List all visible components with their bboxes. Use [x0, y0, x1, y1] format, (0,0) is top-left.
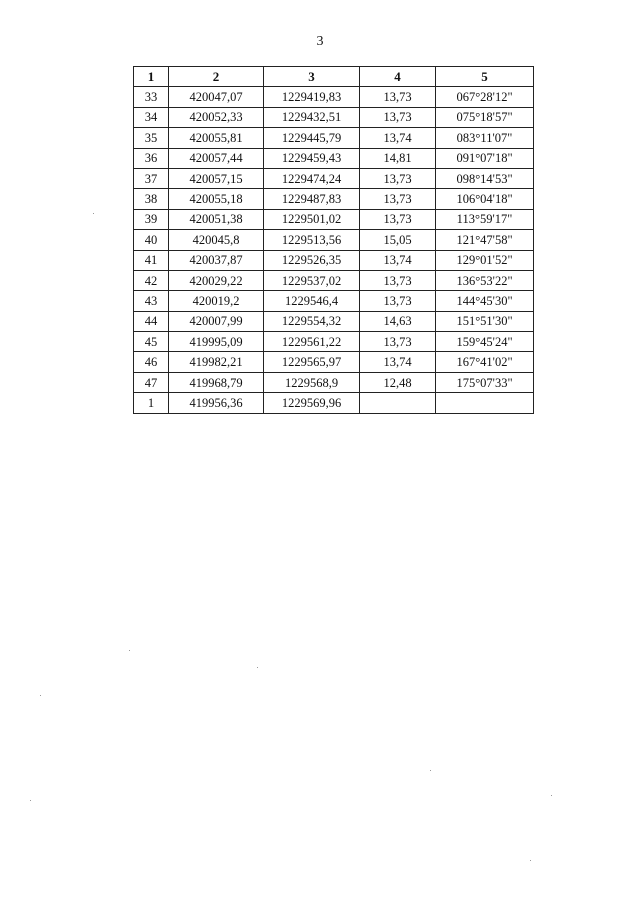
table-row	[134, 372, 534, 392]
table-cell-col-1: 1	[134, 393, 169, 413]
table-row	[134, 189, 534, 209]
table-row	[134, 332, 534, 352]
table-cell-col-1: 41	[134, 250, 169, 270]
table-cell-col-3: 1229569,96	[264, 393, 360, 413]
table-cell-col-4: 13,73	[360, 168, 436, 188]
table-cell-col-2: 420052,33	[169, 107, 264, 127]
table-cell-col-5: 136°53'22"	[436, 270, 534, 290]
table-row	[134, 209, 534, 229]
table-cell-col-1: 42	[134, 270, 169, 290]
table-row	[134, 230, 534, 250]
table-cell-col-3: 1229501,02	[264, 209, 360, 229]
table-cell-col-5: 129°01'52"	[436, 250, 534, 270]
table-cell-col-5: 075°18'57"	[436, 107, 534, 127]
table-cell-col-2: 420057,44	[169, 148, 264, 168]
table-row	[134, 128, 534, 148]
table-cell-col-5: 091°07'18"	[436, 148, 534, 168]
table-cell-col-1: 44	[134, 311, 169, 331]
table-row	[134, 250, 534, 270]
scan-speck	[530, 860, 531, 861]
page-number: 3	[316, 34, 324, 49]
table-cell-col-5	[436, 393, 534, 413]
table-cell-col-4: 13,73	[360, 291, 436, 311]
table-cell-col-1: 46	[134, 352, 169, 372]
table-cell-col-2: 420047,07	[169, 87, 264, 107]
table-cell-col-3: 1229419,83	[264, 87, 360, 107]
table-cell-col-1: 39	[134, 209, 169, 229]
table-cell-col-4: 13,73	[360, 107, 436, 127]
table-cell-col-3: 1229445,79	[264, 128, 360, 148]
column-header-4: 4	[360, 67, 436, 87]
table-cell-col-3: 1229526,35	[264, 250, 360, 270]
table-cell-col-2: 420019,2	[169, 291, 264, 311]
table-cell-col-2: 420055,18	[169, 189, 264, 209]
table-body	[134, 87, 534, 413]
table-cell-col-3: 1229513,56	[264, 230, 360, 250]
table-cell-col-2: 420055,81	[169, 128, 264, 148]
table-cell-col-4: 14,63	[360, 311, 436, 331]
table-cell-col-4: 13,74	[360, 128, 436, 148]
table-cell-col-5: 159°45'24"	[436, 332, 534, 352]
table-cell-col-1: 34	[134, 107, 169, 127]
table-row	[134, 148, 534, 168]
table-cell-col-2: 420045,8	[169, 230, 264, 250]
table-cell-col-2: 419968,79	[169, 372, 264, 392]
table-cell-col-2: 419982,21	[169, 352, 264, 372]
table-row	[134, 311, 534, 331]
table-cell-col-3: 1229546,4	[264, 291, 360, 311]
table-cell-col-4: 14,81	[360, 148, 436, 168]
table-row	[134, 352, 534, 372]
table-cell-col-2: 420051,38	[169, 209, 264, 229]
table-cell-col-4: 13,73	[360, 332, 436, 352]
table-cell-col-4: 12,48	[360, 372, 436, 392]
table-cell-col-3: 1229432,51	[264, 107, 360, 127]
table-row	[134, 393, 534, 413]
table-cell-col-1: 35	[134, 128, 169, 148]
table-cell-col-1: 43	[134, 291, 169, 311]
table-cell-col-2: 420057,15	[169, 168, 264, 188]
table-cell-col-2: 420029,22	[169, 270, 264, 290]
table-cell-col-5: 106°04'18"	[436, 189, 534, 209]
table-cell-col-5: 175°07'33"	[436, 372, 534, 392]
table-cell-col-4: 13,73	[360, 87, 436, 107]
scan-speck	[430, 770, 431, 771]
scan-speck	[93, 213, 94, 214]
table-cell-col-4: 15,05	[360, 230, 436, 250]
table-cell-col-5: 113°59'17"	[436, 209, 534, 229]
scan-speck	[30, 800, 31, 801]
table-cell-col-4: 13,73	[360, 209, 436, 229]
table-cell-col-4: 13,73	[360, 189, 436, 209]
coordinates-table	[133, 66, 534, 414]
table-cell-col-3: 1229561,22	[264, 332, 360, 352]
table-row	[134, 270, 534, 290]
table-cell-col-1: 38	[134, 189, 169, 209]
table-cell-col-5: 083°11'07"	[436, 128, 534, 148]
table-cell-col-2: 420037,87	[169, 250, 264, 270]
table-row	[134, 168, 534, 188]
table-cell-col-3: 1229554,32	[264, 311, 360, 331]
table-cell-col-5: 167°41'02"	[436, 352, 534, 372]
table-cell-col-4: 13,73	[360, 270, 436, 290]
table-cell-col-4: 13,74	[360, 352, 436, 372]
table-cell-col-1: 37	[134, 168, 169, 188]
table-header-row	[134, 67, 534, 87]
table-cell-col-5: 098°14'53"	[436, 168, 534, 188]
table-cell-col-1: 40	[134, 230, 169, 250]
table-cell-col-2: 419956,36	[169, 393, 264, 413]
table-cell-col-1: 36	[134, 148, 169, 168]
table-cell-col-4	[360, 393, 436, 413]
table-cell-col-2: 420007,99	[169, 311, 264, 331]
table-cell-col-2: 419995,09	[169, 332, 264, 352]
table-cell-col-3: 1229474,24	[264, 168, 360, 188]
table-cell-col-3: 1229459,43	[264, 148, 360, 168]
scan-speck	[40, 695, 41, 696]
table-cell-col-3: 1229487,83	[264, 189, 360, 209]
table-row	[134, 107, 534, 127]
table-cell-col-1: 47	[134, 372, 169, 392]
scan-speck	[257, 667, 258, 668]
column-header-1: 1	[134, 67, 169, 87]
table-cell-col-1: 45	[134, 332, 169, 352]
table-cell-col-5: 121°47'58"	[436, 230, 534, 250]
table-cell-col-4: 13,74	[360, 250, 436, 270]
scan-speck	[551, 795, 552, 796]
column-header-5: 5	[436, 67, 534, 87]
table-cell-col-5: 151°51'30"	[436, 311, 534, 331]
table-row	[134, 291, 534, 311]
table-cell-col-5: 144°45'30"	[436, 291, 534, 311]
column-header-3: 3	[264, 67, 360, 87]
table-cell-col-3: 1229565,97	[264, 352, 360, 372]
table-cell-col-3: 1229537,02	[264, 270, 360, 290]
scan-speck	[129, 650, 130, 651]
table-row	[134, 87, 534, 107]
table-cell-col-5: 067°28'12"	[436, 87, 534, 107]
column-header-2: 2	[169, 67, 264, 87]
table-cell-col-1: 33	[134, 87, 169, 107]
table-cell-col-3: 1229568,9	[264, 372, 360, 392]
